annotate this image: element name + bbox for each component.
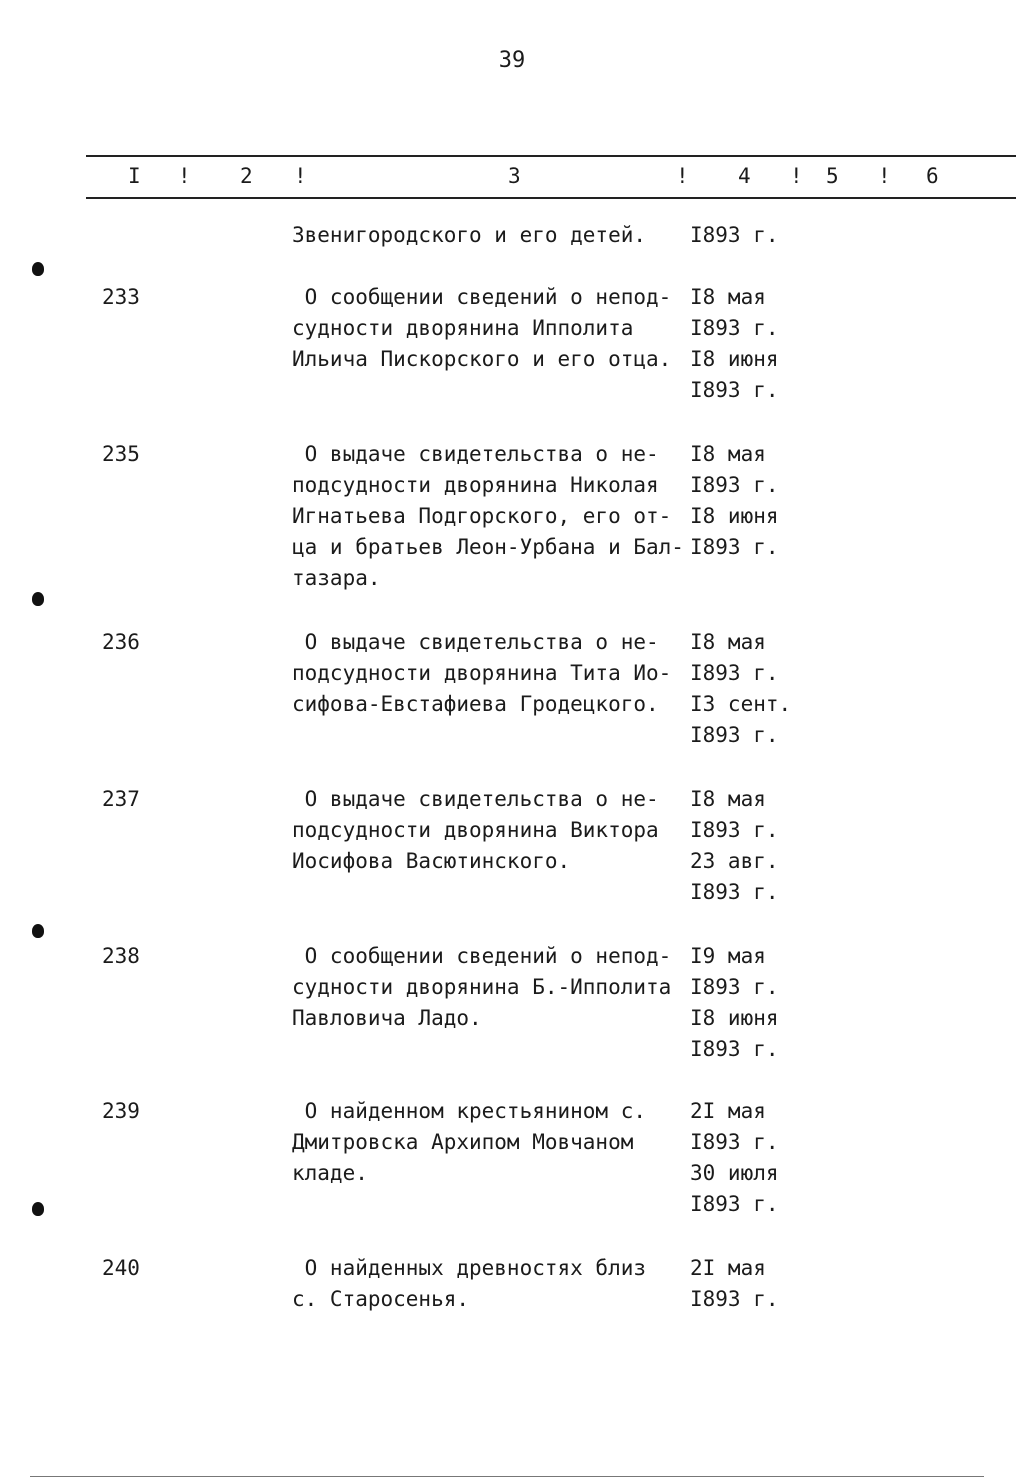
entry-date-line: I3 сент. (690, 692, 792, 716)
column-header-5: 5 (826, 164, 839, 188)
entry-text-line: подсудности дворянина Тита Ио- (292, 661, 672, 685)
column-header-3: 3 (508, 164, 521, 188)
entry-date-line: I8 мая (690, 787, 766, 811)
entry-date-line: 2I мая (690, 1099, 766, 1123)
entry-date-line: I8 июня (690, 1006, 779, 1030)
entry-text-line: подсудности дворянина Виктора (292, 818, 659, 842)
entry-number: 240 (102, 1256, 140, 1280)
column-header-4: 4 (738, 164, 751, 188)
column-separator: ! (676, 164, 689, 188)
entry-date-line: I893 г. (690, 1192, 779, 1216)
entry-text-line: тазара. (292, 566, 381, 590)
entry-date-line: I893 г. (690, 723, 779, 747)
entry-date-line: I9 мая (690, 944, 766, 968)
entry-date-line: I8 мая (690, 285, 766, 309)
entry-date-line: 2I мая (690, 1256, 766, 1280)
entry-date-line: I8 июня (690, 504, 779, 528)
entry-text-line: судности дворянина Б.-Ипполита (292, 975, 672, 999)
column-separator: ! (178, 164, 191, 188)
entry-date-line: 30 июля (690, 1161, 779, 1185)
header-rule-top (86, 155, 1016, 157)
entry-text-line: с. Старосенья. (292, 1287, 470, 1311)
entry-text-line: Дмитровска Архипом Мовчаном (292, 1130, 634, 1154)
entry-date-line: I893 г. (690, 661, 779, 685)
entry-date-line: I893 г. (690, 316, 779, 340)
column-header-6: 6 (926, 164, 939, 188)
entry-text-line: О выдаче свидетельства о не- (292, 787, 659, 811)
entry-number: 233 (102, 285, 140, 309)
page-bottom-edge (30, 1476, 984, 1477)
entry-text-line: сифова-Евстафиева Гродецкого. (292, 692, 659, 716)
entry-text-line: О найденном крестьянином с. (292, 1099, 647, 1123)
entry-text-line: О найденных древностях близ (292, 1256, 647, 1280)
entry-text-line: судности дворянина Ипполита (292, 316, 634, 340)
entry-text-line: кладе. (292, 1161, 368, 1185)
binding-hole-mark (32, 1202, 44, 1216)
entry-date-line: I893 г. (690, 975, 779, 999)
binding-hole-mark (32, 262, 44, 276)
entry-text-line: Павловича Ладо. (292, 1006, 482, 1030)
entry-text-line: Звенигородского и его детей. (292, 223, 647, 247)
column-header-1: I (128, 164, 141, 188)
column-separator: ! (878, 164, 891, 188)
entry-number: 235 (102, 442, 140, 466)
entry-number: 236 (102, 630, 140, 654)
entry-text-line: Иосифова Васютинского. (292, 849, 571, 873)
entry-date-line: 23 авг. (690, 849, 779, 873)
entry-date-line: I893 г. (690, 1287, 779, 1311)
entry-number: 239 (102, 1099, 140, 1123)
entry-date-line: I893 г. (690, 1130, 779, 1154)
entry-text-line: подсудности дворянина Николая (292, 473, 659, 497)
entry-number: 238 (102, 944, 140, 968)
column-separator: ! (294, 164, 307, 188)
binding-hole-mark (32, 924, 44, 938)
entry-date-line: I893 г. (690, 378, 779, 402)
entry-text-line: О выдаче свидетельства о не- (292, 442, 659, 466)
entry-date-line: I8 мая (690, 630, 766, 654)
entry-date-line: I893 г. (690, 535, 779, 559)
entry-date-line: I893 г. (690, 473, 779, 497)
entry-text-line: О выдаче свидетельства о не- (292, 630, 659, 654)
entry-text-line: О сообщении сведений о непод- (292, 285, 672, 309)
entry-number: 237 (102, 787, 140, 811)
entry-date-line: I8 июня (690, 347, 779, 371)
entry-date-line: I893 г. (690, 818, 779, 842)
entry-date-line: I893 г. (690, 223, 779, 247)
column-separator: ! (790, 164, 803, 188)
entry-text-line: ца и братьев Леон-Урбана и Бал- (292, 535, 684, 559)
entry-date-line: I893 г. (690, 1037, 779, 1061)
entry-text-line: О сообщении сведений о непод- (292, 944, 672, 968)
header-rule-bottom (86, 197, 1016, 199)
binding-hole-mark (32, 592, 44, 606)
page-number: 39 (498, 48, 526, 73)
entry-date-line: I893 г. (690, 880, 779, 904)
column-header-2: 2 (240, 164, 253, 188)
entry-text-line: Игнатьева Подгорского, его от- (292, 504, 672, 528)
entry-text-line: Ильича Пискорского и его отца. (292, 347, 672, 371)
entry-date-line: I8 мая (690, 442, 766, 466)
